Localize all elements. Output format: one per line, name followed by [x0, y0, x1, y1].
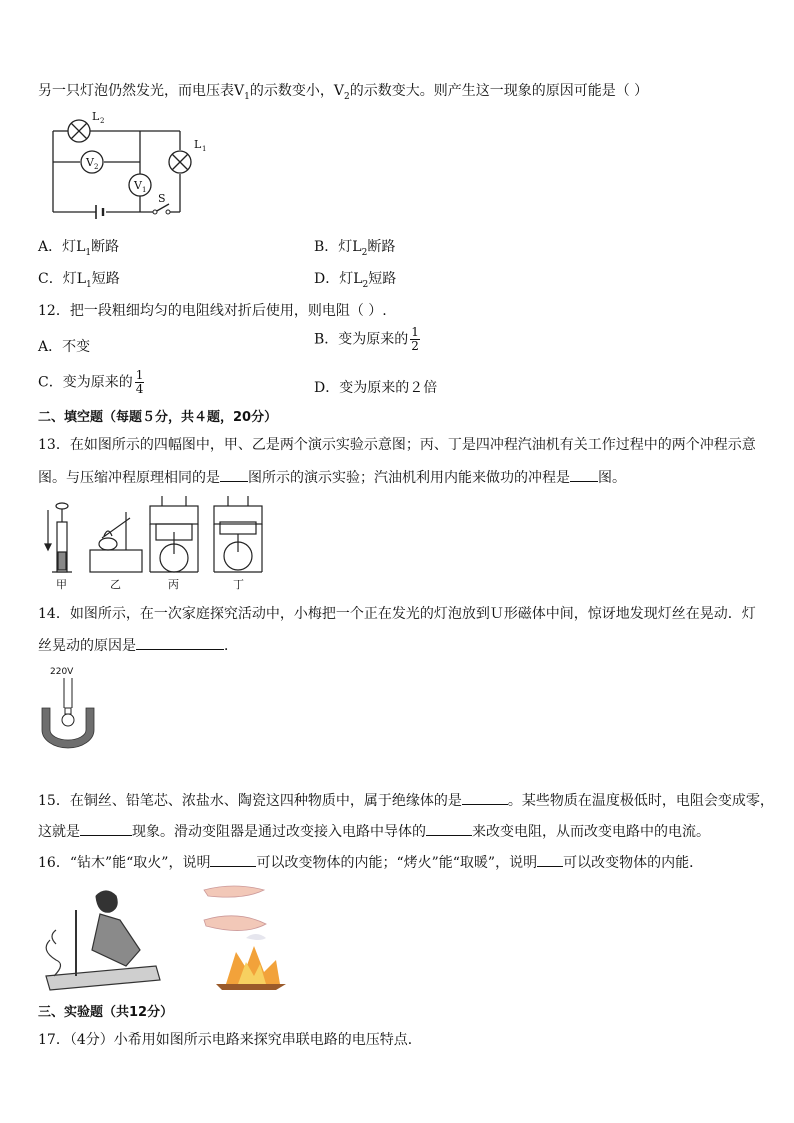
q14-line1: 14．如图所示，在一次家庭探究活动中，小梅把一个正在发光的灯泡放到Ｕ形磁体中间，惊讶地发现灯丝在晃动．灯	[38, 606, 756, 622]
svg-text:2: 2	[94, 163, 99, 171]
section3-title: 三、实验题（共12分）	[38, 1005, 174, 1020]
fig-label-yi: 乙	[110, 578, 121, 591]
svg-text:1: 1	[202, 145, 207, 153]
label-s: S	[158, 192, 166, 205]
label-v1: V	[134, 179, 142, 192]
q16-warm-hands-figure	[196, 880, 296, 992]
q14-magnet-figure	[38, 664, 102, 750]
q13-line2: 图。与压缩冲程原理相同的是 图所示的演示实验；汽油机利用内能来做功的冲程是 图。	[38, 467, 626, 488]
q11-option-c[interactable]: C．灯$L_1$短路	[38, 271, 120, 290]
fig-label-ding: 丁	[233, 578, 244, 591]
q15-blank-3[interactable]	[426, 821, 472, 836]
q13-blank-2[interactable]	[570, 467, 598, 482]
q11-option-d[interactable]: D．灯$L_2$短路	[314, 271, 397, 290]
q11-stem: 另一只灯泡仍然发光，而电压表$V_1$的示数变小，$V_2$的示数变大。则产生这一现象的原因可能是（ ）	[38, 83, 649, 102]
label-l1: L	[194, 138, 202, 151]
q12-stem: 12．把一段粗细均匀的电阻线对折后使用，则电阻（ ）.	[38, 303, 387, 319]
q14-blank[interactable]	[136, 635, 224, 650]
q16-blank-2[interactable]	[537, 852, 563, 867]
q16-blank-1[interactable]	[210, 852, 256, 867]
label-l2: L	[92, 110, 100, 123]
q15-blank-1[interactable]	[462, 790, 508, 805]
q16-drill-wood-figure	[36, 880, 166, 992]
q12-option-a[interactable]: A．不变	[38, 339, 91, 355]
fig-label-bing: 丙	[168, 578, 179, 591]
q15-line1: 15．在铜丝、铅笔芯、浓盐水、陶瓷这四种物质中，属于绝缘体的是 。某些物质在温度极低时，电阻会变成零，	[38, 790, 774, 811]
q13-figures	[38, 492, 278, 594]
label-v2: V	[86, 156, 94, 169]
q12-option-d[interactable]: D．变为原来的２倍	[314, 380, 438, 396]
q11-option-a[interactable]: A．灯$L_1$断路	[38, 239, 120, 258]
q13-blank-1[interactable]	[220, 467, 248, 482]
q14-line2: 丝晃动的原因是 ．	[38, 635, 238, 656]
fig-voltage-label: 220V	[50, 667, 74, 677]
q13-line1: 13．在如图所示的四幅图中，甲、乙是两个演示实验示意图；丙、丁是四冲程汽油机有关工作过程中的两个冲程示意	[38, 437, 756, 453]
q17-line: 17．（4分）小希用如图所示电路来探究串联电路的电压特点．	[38, 1032, 422, 1048]
q16-line: 16．“钻木”能“取火”，说明 可以改变物体的内能；“烤火”能“取暖”，说明 可以改变物体的内能．	[38, 852, 703, 873]
q12-option-c[interactable]: C．变为原来的 $\frac{1}{4}$	[38, 368, 144, 396]
q15-line2: 这就是 现象。滑动变阻器是通过改变接入电路中导体的 来改变电阻，从而改变电路中的电流。	[38, 821, 710, 842]
q11-option-b[interactable]: B．灯$L_2$断路	[314, 239, 396, 258]
svg-text:2: 2	[100, 117, 105, 125]
fig-label-jia: 甲	[56, 578, 67, 591]
q11-circuit-diagram	[40, 110, 220, 222]
section2-title: 二、填空题（每题５分，共４题，20分）	[38, 410, 278, 425]
q12-option-b[interactable]: B．变为原来的 $\frac{1}{2}$	[314, 325, 419, 353]
q15-blank-2[interactable]	[80, 821, 132, 836]
svg-text:1: 1	[142, 186, 147, 194]
